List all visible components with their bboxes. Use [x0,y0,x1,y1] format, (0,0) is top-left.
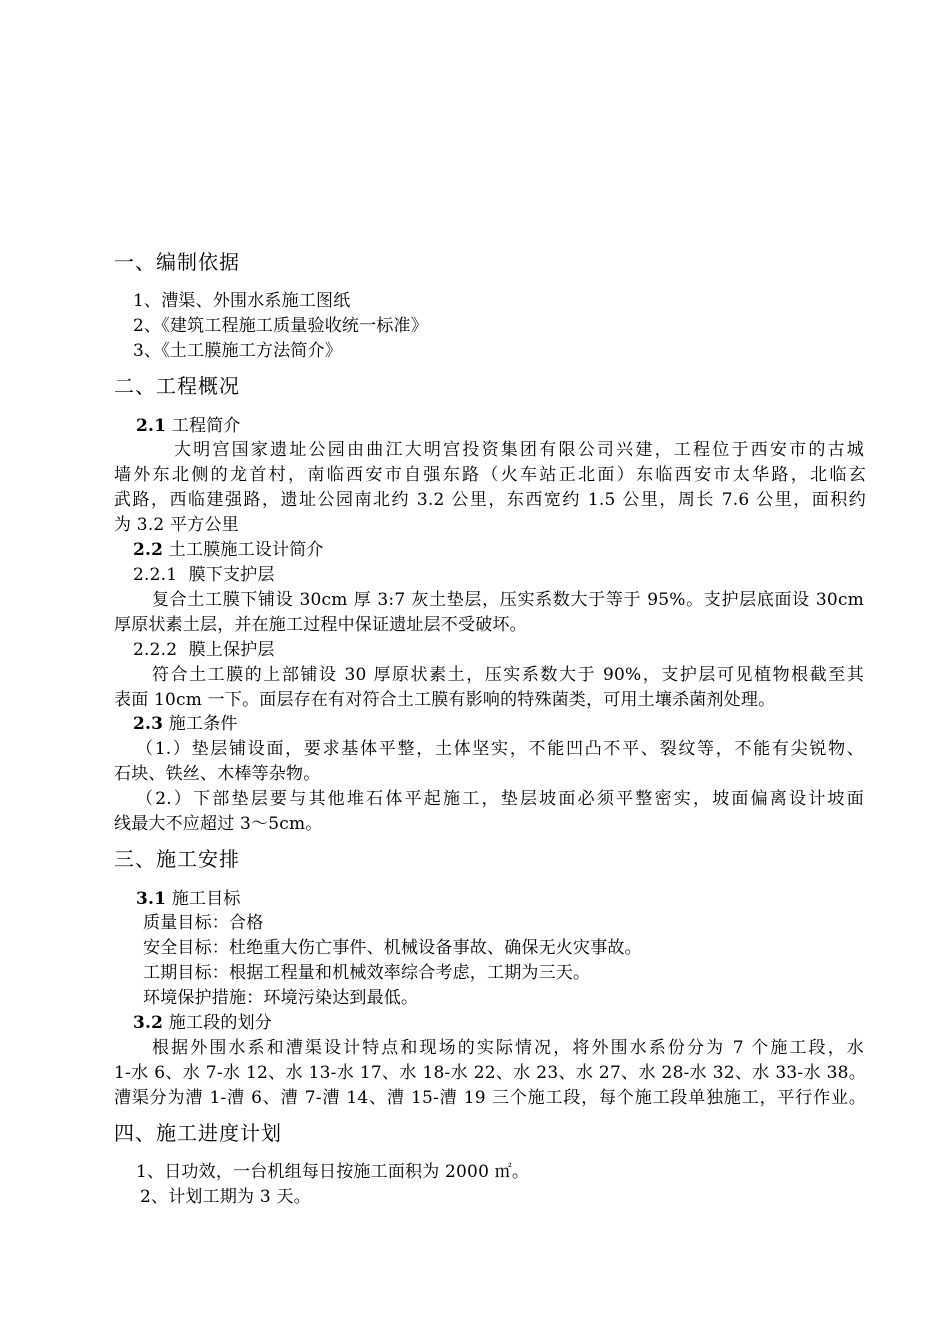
paragraph-line: （1.）垫层铺设面，要求基体平整，土体坚实，不能凹凸不平、裂纹等，不能有尖锐物、 [136,739,864,759]
subsection-number: 2.3 [133,714,164,734]
subsection-heading [133,1011,272,1035]
subsubsection-title: 膜上保护层 [188,640,275,660]
subsection-heading [136,887,241,911]
section-heading: 三、施工安排 [114,847,240,871]
subsection-heading [133,712,238,736]
subsection-heading [133,538,324,562]
subsection-title: 施工目标 [171,889,241,909]
subsection-number: 2.1 [136,416,167,436]
subsection-number: 3.1 [136,889,167,909]
target-line: 环境保护措施：环境污染达到最低。 [143,988,419,1008]
paragraph-line: 根据外围水系和漕渠设计特点和现场的实际情况，将外围水系份分为 7 个施工段，水 [152,1038,864,1058]
subsubsection-heading [133,563,275,587]
paragraph-line: 厚原状素土层，并在施工过程中保证遗址层不受破坏。 [114,615,527,635]
subsection-title: 施工条件 [168,714,238,734]
target-line: 安全目标：杜绝重大伤亡事件、机械设备事故、确保无火灾事故。 [143,938,642,958]
subsubsection-title: 膜下支护层 [188,565,275,585]
list-item: 2、计划工期为 3 天。 [140,1187,311,1207]
subsubsection-number: 2.2.1 [133,565,178,585]
paragraph-line: （2.）下部垫层要与其他堆石体平起施工，垫层坡面必须平整密实，坡面偏离设计坡面 [136,789,864,809]
target-line: 工期目标：根据工程量和机械效率综合考虑，工期为三天。 [143,963,591,983]
paragraph-line: 漕渠分为漕 1-漕 6、漕 7-漕 14、漕 15-漕 19 三个施工段，每个施工段单独施工，平行作业。 [114,1088,866,1108]
list-item: 1、日功效，一台机组每日按施工面积为 2000 ㎡。 [136,1162,530,1182]
paragraph-line: 石块、铁丝、木棒等杂物。 [114,764,321,784]
paragraph-line: 大明宫国家遗址公园由曲江大明宫投资集团有限公司兴建，工程位于西安市的古城 [174,440,864,460]
section-heading: 一、编制依据 [114,250,240,274]
paragraph-line: 复合土工膜下铺设 30cm 厚 3:7 灰土垫层，压实系数大于等于 95%。支护层底面设 30cm [152,590,864,610]
paragraph-line: 符合土工膜的上部铺设 30 厚原状素土，压实系数大于 90%，支护层可见植物根截至其 [152,665,864,685]
subsection-title: 工程简介 [171,416,241,436]
subsubsection-number: 2.2.2 [133,640,178,660]
paragraph-line: 武路，西临建强路，遗址公园南北约 3.2 公里，东西宽约 1.5 公里，周长 7.6 公里，面积约 [114,490,866,510]
subsection-title: 土工膜施工设计简介 [168,540,324,560]
subsection-title: 施工段的划分 [168,1013,272,1033]
paragraph-line: 墙外东北侧的龙首村，南临西安市自强东路（火车站正北面）东临西安市太华路，北临玄 [114,465,866,485]
subsubsection-heading [133,638,275,662]
subsection-number: 3.2 [133,1013,164,1033]
target-line: 质量目标：合格 [143,913,264,933]
paragraph-line: 1-水 6、水 7-水 12、水 13-水 17、水 18-水 22、水 23、水 27、水 28-水 32、水 33-水 38。 [114,1063,866,1083]
paragraph-line: 表面 10cm 一下。面层存在有对符合土工膜有影响的特殊菌类，可用土壤杀菌剂处理。 [114,690,776,710]
paragraph-line: 为 3.2 平方公里 [114,515,239,535]
list-item: 2、《建筑工程施工质量验收统一标准》 [133,316,428,336]
paragraph-line: 线最大不应超过 3～5cm。 [114,814,323,834]
section-heading: 四、施工进度计划 [114,1121,282,1145]
section-heading: 二、工程概况 [114,374,240,398]
subsection-number: 2.2 [133,540,164,560]
list-item: 3、《土工膜施工方法简介》 [133,341,342,361]
subsection-heading [136,414,241,438]
list-item: 1、漕渠、外围水系施工图纸 [133,291,351,311]
